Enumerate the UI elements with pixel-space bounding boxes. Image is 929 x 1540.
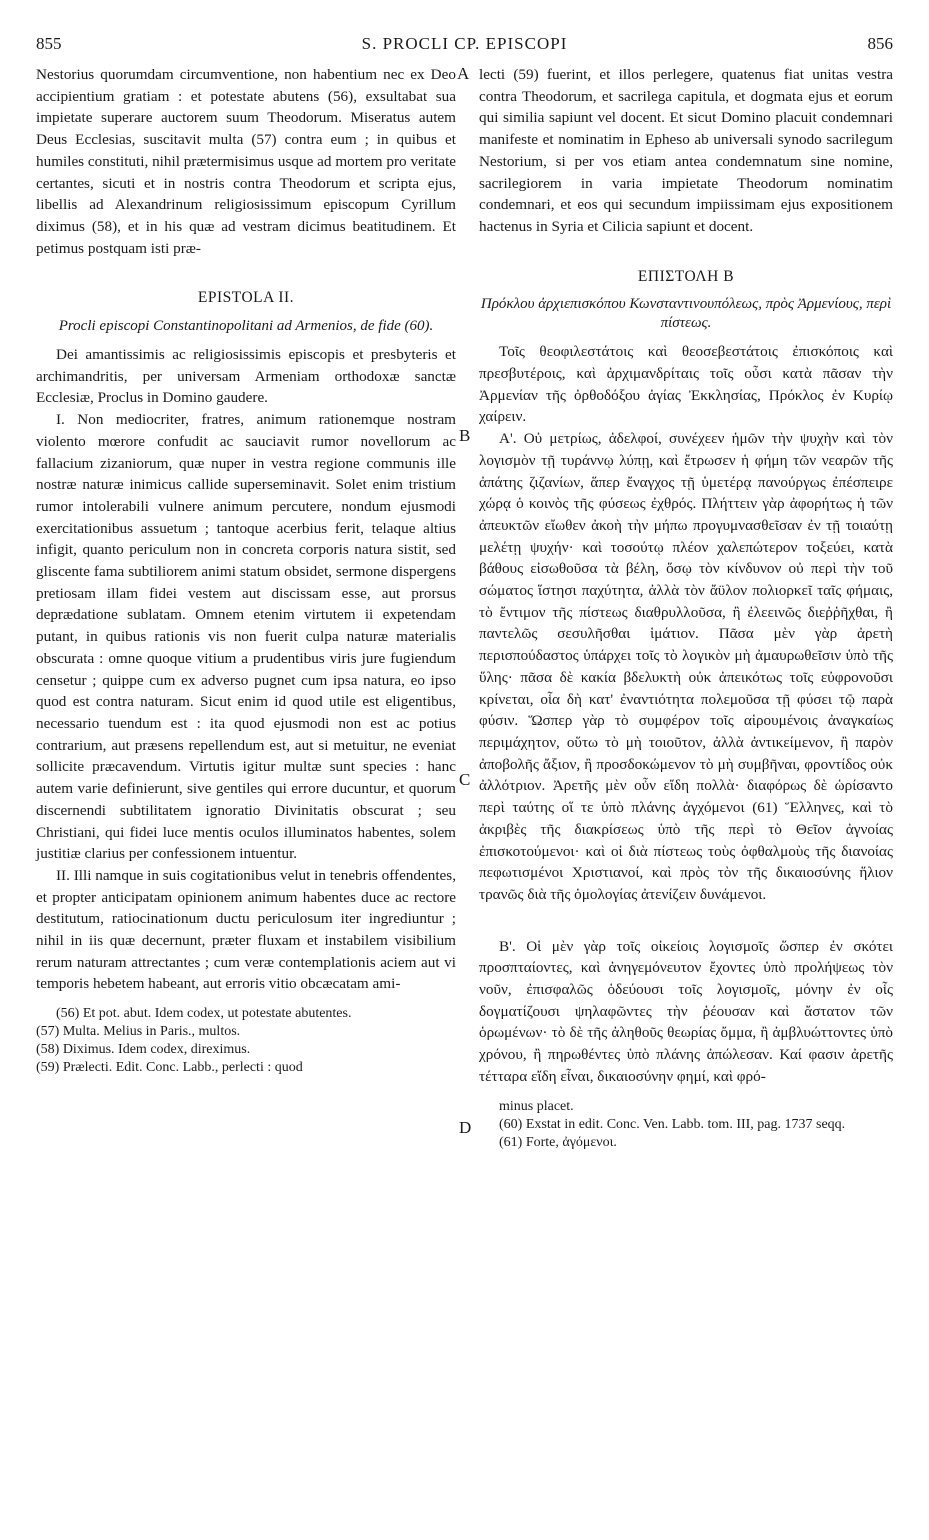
latin-paragraph-2: II. Illi namque in suis cogitationibus velut in tenebris offendentes, et propter anticipatam opinionem animum habentes duce ac rectore destitutum, ratiocinationum ductu periculosum iter ingrediuntur ; nihil in iis quæ decernunt, præter fluxam et instabilem visibilium rerum naturam attrectantes ; cum veræ contemplationis aciem aut vi temporis hebetem habeant, aut erroris vitio obcæcatam ami- [36,866,456,993]
latin-paragraph-1: I. Non mediocriter, fratres, animum rationemque nostram violento mœrore confudit ac sauciavit rumor novellorum ac fallacium zizaniorum, quæ nuper in vestra regione communis ille nostræ naturæ inimicus callide superseminavit. Solet enim tristium rumor intolerabili vulnere animum percutere, nondum ejusmodi exercitationibus assuetum ; tantoque acerbius ferit, telaque altius infigit, quanto periculum non in concreta corporis natura sistit, sed gliscente fama subtiliorem animi statum obsidet, sermone dispergens pretiosam illam fidei vestem aut discissam esse, aut prorsus deprædatione sublatam. Omnem etenim virtutem ii expetendam putant, in quibus rationis vis non fuerit culpa naturæ materialis obscurata : omne quoque vitium a prudentibus viris jure fugiendum censetur ; quippe cum ex adverso pugnet cum ipsa natura, eo ipso quod est contra naturam. Sicut enim id quod utile est eligentibus, necessario tuendum est : ita quod ejusmodi non est ac potius contrarium, aut præsens repellendum est, aut si metuitur, ne eveniat sollicite præcavendum. Virtutis igitur multæ sunt species : hanc autem varie definierunt, sive gentiles qui errore ducuntur, et quorum discernendi subtilitatem ignoratio Divinitatis obscurat ; seu Christiani, qui fidei luce mentis oculos illuminatos habentes, solem justitiæ clarius per confessionem intuentur. [36,411,456,863]
footnote: (61) Forte, ἀγόμενοι. [499,1134,617,1150]
latin-salutation: Dei amantissimis ac religiosissimis episcopis et presbyteris et archimandritis, per universam Armeniam orthodoxæ sanctæ Ecclesiæ, Proclus in Domino gaudere. [36,346,456,407]
greek-salutation: Τοῖς θεοφιλεστάτοις καὶ θεοσεβεστάτοις ἐπισκόποις καὶ πρεσβυτέροις, καὶ ἀρχιμανδρίταις τοῖς οὖσι κατὰ πᾶσαν τὴν Ἀρμενίαν τῆς ὀρθοδόξου ἁγίας Ἐκκλησίας, Πρόκλος ἐν Κυρίῳ χαίρειν. [479,343,893,426]
greek-epistola-title: ΕΠΙΣΤΟΛΗ Β [637,267,735,285]
latin-epistola-title: EPISTOLA II. [197,289,295,307]
latin-column [36,64,456,1077]
margin-letter-b: B [459,426,471,445]
greek-paragraph-1: Α'. Οὐ μετρίως, ἀδελφοί, συνέχεεν ἡμῶν τὴν ψυχὴν καὶ τὸν λογισμὸν τῇ τυράννῳ λύπῃ, καὶ ἔτρωσεν ἡ φήμη τῶν νεαρῶν τῆς ἀπάτης ζιζανίων, ἅπερ ἔναγχος τῇ ὑμετέρᾳ πανούργως ἐπέσπειρε χώρᾳ ὁ κοινὸς τῆς φύσεως ἐχθρός. Πλήττειν γὰρ ἀφορήτως ἡ τῶν ἀπευκτῶν εἴωθεν ἀκοὴ τὴν μήπω προγυμνασθεῖσαν ἐν τῇ τοιαύτῃ μελέτῃ ψυχήν· καὶ τοσούτῳ πλέον χαλεπώτερον τοξεύει, κατὰ βάθους εἰσωθοῦσα τὰ βέλη, ὅσῳ τὸν κίνδυνον οὐ περὶ τὴν τοῦ σώματος ἵστησι παχύτητα, ἀλλὰ τὸν ἄϋλον πολιορκεῖ ταῖς φήμαις, τὸ ἔντιμον τῆς πίστεως διαθρυλλοῦσα, ἢ ἐλεεινῶς διεῤῥῆχθαι, ἢ παντελῶς σεσυλῆσθαι ἱμάτιον. Πᾶσα μὲν γὰρ ἀρετὴ περισπούδαστος ὑπάρχει τοῖς τὸ λογικὸν μὴ ἀμαυρωθεῖσιν ὑπὸ τῆς ὕλης· πᾶσα δὲ κακία βδελυκτὴ οὐκ ἀπεικότως τοῖς εὐφρονοῦσι κρίνεται, οἷα δὴ κατ' ἐναντιότητα πολεμοῦσα τῇ φύσει τῷ παρὰ φύσιν. Ὥσπερ γὰρ τὸ συμφέρον τοῖς αἱρουμένοις ἀναγκαίως περιμάχητον, οὕτω τὸ μὴ τοιοῦτον, ἀλλὰ ἀντικείμενον, ἢ παρὸν ἀποβολῆς ἄξιον, ἢ προσδοκώμενον τὸ μὴ συμβῆναι, φροντίδος οὐκ ἀλλότριον. Ἀρετῆς μὲν οὖν εἴδη πολλὰ· διαφόρως δὲ ὡρίσαντο περὶ ταύτης οἵ τε ὑπὸ πλάνης ἀγχόμενοι (61) Ἕλληνες, καὶ τὸ ἀκριβὲς τῆς διακρίσεως ὑπὸ τῆς περὶ τὸ Θεῖον ἀγνοίας ἐπισκοτούμενοι· καὶ οἱ διὰ πίστεως τοὺς ὀφθαλμοὺς τῆς διανοίας πεφωτισμένοι Χριστιανοί, καὶ πρὸς τὸν τῆς δικαιοσύνης ἥλιον τρανῶς διὰ τῆς ὁμολογίας ἀτενίζειν δυνάμενοι. [479,430,893,903]
latin-intro-continued: lecti (59) fuerint, et illos perlegere, quatenus fiat unitas vestra contra Theodorum, et sacrilega capitula, et dogmata ejus et eorum qui similia sapiunt vel docent. Et sicut Domino placuit condemnari manifeste et nominatim in Epheso ab universali synodo sacrilegum Nestorium, si per vos etiam antea condemnatum sine nomine, sacrilegiorem in varia impietate Theodorum nominatim condemnari, et eos qui secundum impiissimam ejus expositionem hactenus in Syria et Cilicia sapiunt et docent. [479,66,893,235]
footnote: (57) Multa. Melius in Paris., multos. [36,1024,241,1040]
latin-epistola-subtitle: Procli episcopi Constantinopolitani ad Armenios, de fide (60). [58,318,434,335]
greek-paragraph-2: Β'. Οἱ μὲν γὰρ τοῖς οἰκείοις λογισμοῖς ὥσπερ ἐν σκότει προσπταίοντες, καὶ ἀνηγεμόνευτον ἔχοντες ὑπὸ προλήψεως τὸν νοῦν, ἐπισφαλῶς ὁδεύουσι τοῖς λογισμοῖς, μόνην ἐν οἷς δογματίζουσι ψηλαφῶντες τὴν ῥέουσαν καὶ ἄστατον τῶν ὁρωμένων· τὸ δὲ τῆς ἀληθοῦς θεωρίας ὄμμα, ἢ ἀμβλυώττοντες ὑπὸ χρόνου, ἢ πηρωθέντες ὑπὸ πλάνης ἀπώλεσαν. Καί φασιν ἀρετῆς τέτταρα εἴδη εἶναι, δικαιοσύνην φημί, καὶ φρό- [479,937,893,1085]
margin-letter-c: C [459,770,471,789]
running-head: S. PROCLI CP. EPISCOPI [361,34,568,53]
greek-epistola-subtitle: Πρόκλου ἀρχιεπισκόπου Κωνσταντινουπόλεως, πρὸς Ἀρμενίους, περὶ πίστεως. [480,296,892,332]
margin-letter-d: D [459,1118,472,1137]
page-number-left: 855 [36,34,62,53]
greek-footnotes [479,1098,893,1152]
footnote: (56) Et pot. abut. Idem codex, ut potestate abutentes. [56,1006,352,1022]
footnote: (59) Prælecti. Edit. Conc. Labb., perlecti : quod [36,1060,303,1076]
footnote: (60) Exstat in edit. Conc. Ven. Labb. tom. III, pag. 1737 seqq. [499,1116,846,1132]
footnote: (58) Diximus. Idem codex, direximus. [36,1042,251,1058]
latin-intro: Nestorius quorumdam circumventione, non habentium nec ex Deo accipientium gratiam : et potestate abutens (56), exsultabat sua impietate superare auctorem suum Theodorum. Miseratus autem Deus Ecclesias, suscitavit multa (57) contra eum ; in quibus et humiles constituti, nihil prætermisimus usque ad mortem pro veritate certantes, sicuti et in nostris contra Theodorum et scripta ejus, libellis ad Alexandrinum religiosissimum episcopum Cyrillum diximus (58), et in his quæ ad vestram dicimus beatitudinem. Et petimus postquam isti præ- [36,66,456,257]
page-number-right: 856 [867,34,893,53]
latin-footnotes [36,1005,456,1077]
greek-column [479,64,893,1152]
footnote: minus placet. [499,1098,574,1114]
margin-letter-a: A [457,64,470,83]
